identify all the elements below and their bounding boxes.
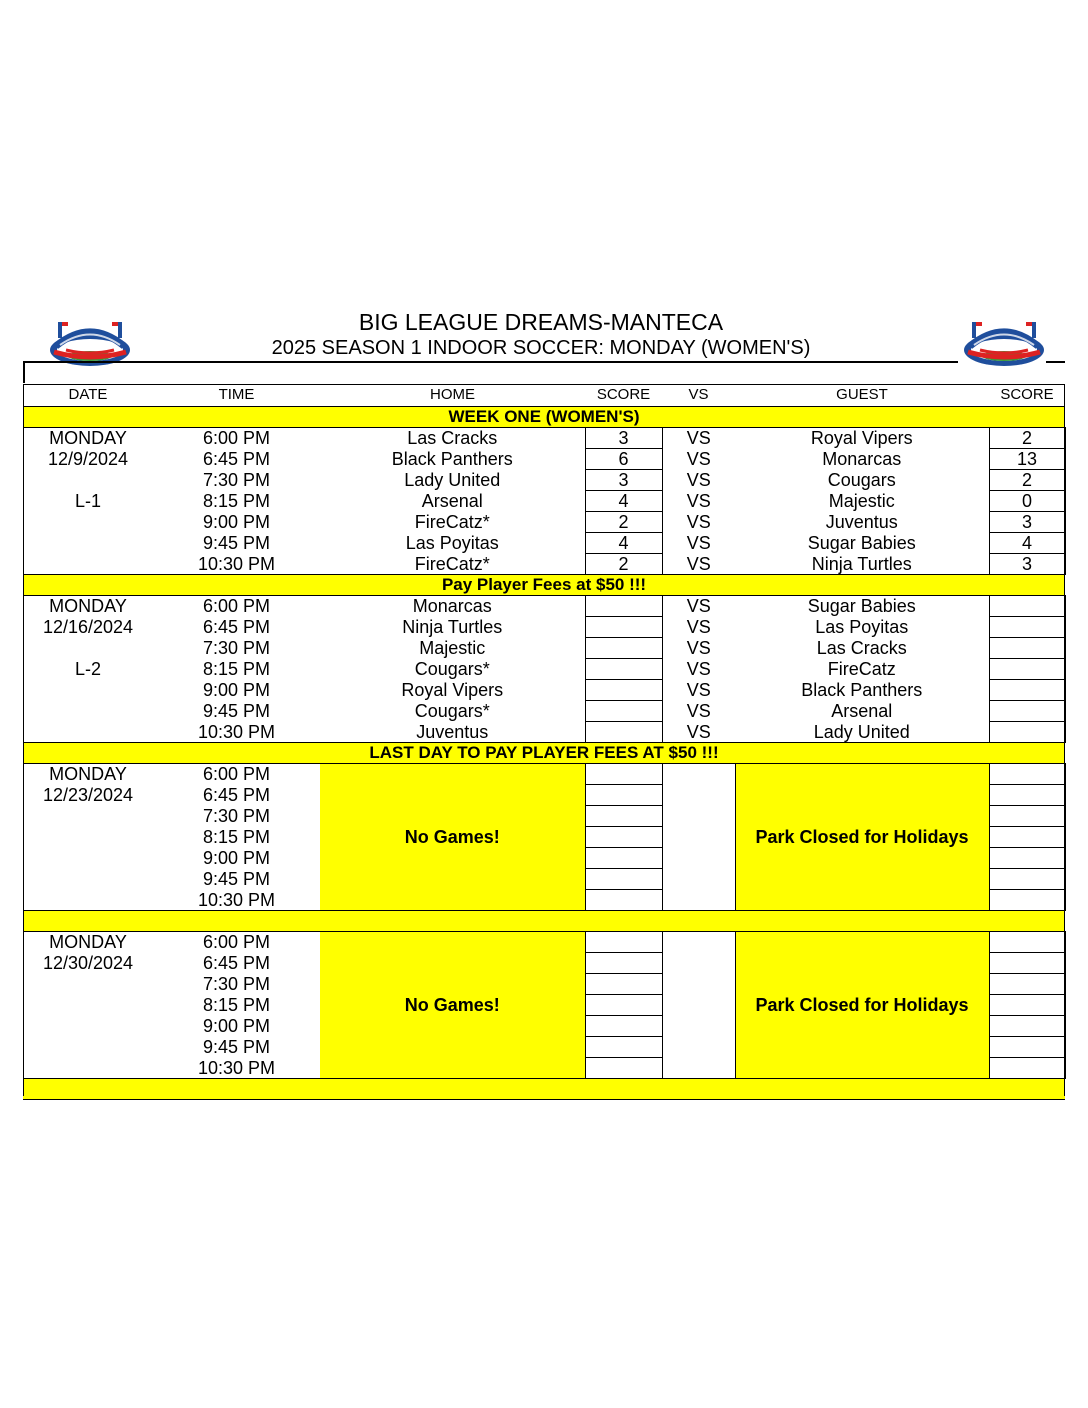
guest-score-cell [989, 659, 1065, 680]
col-guest-score-header: SCORE [1000, 386, 1054, 403]
date-cell-empty [23, 1037, 153, 1058]
vs-cell: VS [686, 449, 711, 469]
home-score-cell: 2 [585, 554, 662, 575]
guest-team-cell: Sugar Babies [807, 596, 916, 617]
home-score-cell: 2 [585, 512, 662, 533]
table-row [23, 470, 1065, 491]
home-score-cell [585, 1037, 662, 1058]
guest-score-cell: 0 [989, 491, 1065, 512]
guest-score-cell: 4 [989, 533, 1065, 554]
guest-score-cell [989, 806, 1065, 827]
home-team-cell: Las Poyitas [405, 533, 499, 553]
guest-score-cell [989, 953, 1065, 974]
home-score-cell [585, 680, 662, 701]
home-team-cell: Juventus [416, 721, 489, 742]
guest-team-cell: Ninja Turtles [811, 553, 912, 574]
home-team-cell: Monarcas [412, 596, 492, 617]
guest-team-cell: Black Panthers [801, 680, 923, 700]
home-score-cell [585, 974, 662, 995]
home-score-cell [585, 659, 662, 680]
day-cell: MONDAY [49, 428, 127, 449]
guest-score-cell [989, 1037, 1065, 1058]
home-score-cell: 3 [585, 428, 662, 449]
guest-score-cell: 3 [989, 554, 1065, 575]
guest-score-cell [989, 869, 1065, 890]
col-vs-header: VS [688, 386, 709, 403]
guest-team-cell: Las Poyitas [815, 617, 909, 637]
date-cell-empty [23, 470, 153, 491]
guest-team-cell: Sugar Babies [807, 533, 916, 553]
date-cell-empty [23, 722, 153, 743]
week-banner [23, 407, 1065, 428]
time-cell: 6:45 PM [202, 953, 271, 973]
home-team-cell: Majestic [419, 638, 486, 658]
time-cell: 8:15 PM [202, 659, 271, 679]
table-row [23, 512, 1065, 533]
header-rule [23, 361, 958, 363]
schedule-table [23, 384, 1066, 1100]
time-cell: 7:30 PM [202, 470, 271, 490]
date-cell: 12/16/2024 [42, 617, 134, 637]
home-score-cell [585, 701, 662, 722]
park-closed-cell: Park Closed for Holidays [735, 932, 989, 1079]
home-score-cell [585, 764, 662, 785]
home-score-cell [585, 932, 662, 953]
time-cell: 6:45 PM [202, 785, 271, 805]
home-score-cell [585, 638, 662, 659]
date-cell-empty [23, 701, 153, 722]
home-team-cell: FireCatz* [414, 553, 490, 574]
table-row [23, 932, 1065, 953]
time-cell: 6:00 PM [202, 428, 271, 449]
home-score-cell [585, 869, 662, 890]
guest-team-cell: Las Cracks [816, 638, 907, 658]
guest-score-cell: 2 [989, 428, 1065, 449]
big-league-dreams-logo-right [960, 316, 1048, 368]
home-score-cell [585, 953, 662, 974]
week-banner-text [23, 911, 1065, 932]
column-header-row [23, 384, 1065, 407]
vs-cell: VS [686, 491, 711, 511]
home-score-cell: 3 [585, 470, 662, 491]
week-banner [23, 575, 1065, 596]
col-guest-header: GUEST [836, 386, 888, 403]
week-banner [23, 743, 1065, 764]
home-score-cell [585, 806, 662, 827]
home-score-cell [585, 785, 662, 806]
guest-score-cell [989, 596, 1065, 617]
week-banner-text: Pay Player Fees at $50 !!! [23, 575, 1065, 596]
vs-cell: VS [686, 617, 711, 637]
home-score-cell [585, 827, 662, 848]
home-score-cell [585, 1016, 662, 1037]
home-score-cell: 4 [585, 533, 662, 554]
date-cell-empty [23, 806, 153, 827]
vs-cell: VS [686, 470, 711, 490]
time-cell: 9:00 PM [202, 848, 271, 868]
guest-team-cell: FireCatz [827, 659, 896, 679]
guest-score-cell [989, 848, 1065, 869]
guest-score-cell [989, 617, 1065, 638]
date-cell-empty [23, 1016, 153, 1037]
guest-score-cell [989, 722, 1065, 743]
guest-score-cell [989, 827, 1065, 848]
time-cell: 7:30 PM [202, 638, 271, 658]
date-cell-empty [23, 869, 153, 890]
time-cell: 9:00 PM [202, 1016, 271, 1036]
home-score-cell: 4 [585, 491, 662, 512]
col-home-header: HOME [430, 386, 475, 403]
time-cell: 9:45 PM [202, 869, 271, 889]
home-team-cell: Black Panthers [391, 449, 513, 469]
table-row [23, 764, 1065, 785]
vs-cell: VS [686, 701, 711, 721]
date-cell-empty [23, 890, 153, 911]
table-row [23, 491, 1065, 512]
date-cell: 12/9/2024 [47, 449, 129, 469]
vs-cell: VS [686, 680, 711, 700]
guest-score-cell: 3 [989, 512, 1065, 533]
footer-banner-text [23, 1079, 1065, 1100]
date-cell-empty [23, 638, 153, 659]
time-cell: 9:45 PM [202, 701, 271, 721]
date-cell-empty [23, 974, 153, 995]
vs-cell: VS [686, 638, 711, 658]
home-team-cell: Cougars* [414, 659, 490, 679]
no-games-cell: No Games! [320, 932, 585, 1079]
guest-score-cell [989, 638, 1065, 659]
time-cell: 6:00 PM [202, 596, 271, 617]
vs-cell: VS [686, 533, 711, 553]
date-cell-empty [23, 533, 153, 554]
page-title: BIG LEAGUE DREAMS-MANTECA [358, 309, 724, 335]
guest-score-cell [989, 680, 1065, 701]
table-row [23, 701, 1065, 722]
time-cell: 10:30 PM [197, 1057, 276, 1078]
vs-cell: VS [686, 553, 711, 574]
week-banner-text: LAST DAY TO PAY PLAYER FEES AT $50 !!! [23, 743, 1065, 764]
guest-team-cell: Arsenal [831, 701, 893, 721]
table-row [23, 554, 1065, 575]
col-date-header: DATE [68, 386, 108, 403]
date-cell-empty [23, 554, 153, 575]
guest-score-cell [989, 701, 1065, 722]
table-row [23, 680, 1065, 701]
time-cell: 8:15 PM [202, 995, 271, 1015]
guest-team-cell: Cougars [827, 470, 896, 490]
day-cell: MONDAY [49, 932, 127, 953]
time-cell: 6:00 PM [202, 932, 271, 953]
vs-cell: VS [686, 721, 711, 742]
league-cell: L-1 [74, 491, 101, 511]
home-team-cell: Ninja Turtles [402, 617, 503, 637]
date-cell-empty [23, 827, 153, 848]
guest-team-cell: Monarcas [822, 449, 902, 469]
time-cell: 10:30 PM [197, 553, 276, 574]
vs-cell-empty [662, 932, 735, 1079]
time-cell: 8:15 PM [202, 827, 271, 847]
time-cell: 7:30 PM [202, 806, 271, 826]
header-rule-tick [23, 361, 25, 383]
date-cell-empty [23, 995, 153, 1016]
home-team-cell: Las Cracks [407, 428, 498, 449]
time-cell: 9:00 PM [202, 512, 271, 532]
home-team-cell: FireCatz* [414, 512, 490, 532]
table-row [23, 449, 1065, 470]
date-cell: 12/30/2024 [42, 953, 134, 973]
vs-cell-empty [662, 764, 735, 911]
guest-team-cell: Royal Vipers [810, 428, 913, 449]
guest-score-cell [989, 785, 1065, 806]
week-banner-text: WEEK ONE (WOMEN'S) [23, 407, 1065, 428]
guest-team-cell: Juventus [825, 512, 898, 532]
home-team-cell: Cougars* [414, 701, 490, 721]
date-cell-empty [23, 1058, 153, 1079]
home-score-cell [585, 596, 662, 617]
guest-team-cell: Lady United [813, 721, 910, 742]
guest-score-cell [989, 1016, 1065, 1037]
time-cell: 10:30 PM [197, 721, 276, 742]
time-cell: 9:45 PM [202, 533, 271, 553]
vs-cell: VS [686, 512, 711, 532]
footer-banner [23, 1079, 1065, 1100]
date-cell: 12/23/2024 [42, 785, 134, 805]
home-team-cell: Lady United [404, 470, 501, 490]
home-score-cell [585, 848, 662, 869]
guest-score-cell [989, 764, 1065, 785]
time-cell: 6:00 PM [202, 764, 271, 785]
home-score-cell: 6 [585, 449, 662, 470]
home-score-cell [585, 890, 662, 911]
vs-cell: VS [686, 659, 711, 679]
guest-score-cell [989, 995, 1065, 1016]
table-row [23, 638, 1065, 659]
date-cell-empty [23, 848, 153, 869]
table-row [23, 533, 1065, 554]
guest-score-cell: 2 [989, 470, 1065, 491]
guest-score-cell [989, 932, 1065, 953]
page-subtitle: 2025 SEASON 1 INDOOR SOCCER: MONDAY (WOMEN'S) [271, 337, 811, 359]
time-cell: 10:30 PM [197, 889, 276, 910]
time-cell: 7:30 PM [202, 974, 271, 994]
day-cell: MONDAY [49, 764, 127, 785]
vs-cell: VS [686, 596, 711, 617]
guest-score-cell: 13 [989, 449, 1065, 470]
no-games-cell: No Games! [320, 764, 585, 911]
header-rule-right [1046, 361, 1065, 363]
table-row [23, 617, 1065, 638]
home-score-cell [585, 617, 662, 638]
week-banner [23, 911, 1065, 932]
table-row [23, 596, 1065, 617]
guest-score-cell [989, 974, 1065, 995]
guest-team-cell: Majestic [828, 491, 895, 511]
park-closed-cell: Park Closed for Holidays [735, 764, 989, 911]
day-cell: MONDAY [49, 596, 127, 617]
home-score-cell [585, 1058, 662, 1079]
vs-cell: VS [686, 428, 711, 449]
home-score-cell [585, 722, 662, 743]
time-cell: 6:45 PM [202, 617, 271, 637]
home-score-cell [585, 995, 662, 1016]
table-row [23, 428, 1065, 449]
col-home-score-header: SCORE [596, 386, 651, 403]
table-row [23, 659, 1065, 680]
time-cell: 9:45 PM [202, 1037, 271, 1057]
time-cell: 8:15 PM [202, 491, 271, 511]
date-cell-empty [23, 512, 153, 533]
col-time-header: TIME [218, 386, 255, 403]
guest-score-cell [989, 890, 1065, 911]
home-team-cell: Royal Vipers [401, 680, 504, 700]
date-cell-empty [23, 680, 153, 701]
home-team-cell: Arsenal [421, 491, 483, 511]
time-cell: 6:45 PM [202, 449, 271, 469]
table-row [23, 722, 1065, 743]
league-cell: L-2 [74, 659, 101, 679]
time-cell: 9:00 PM [202, 680, 271, 700]
guest-score-cell [989, 1058, 1065, 1079]
